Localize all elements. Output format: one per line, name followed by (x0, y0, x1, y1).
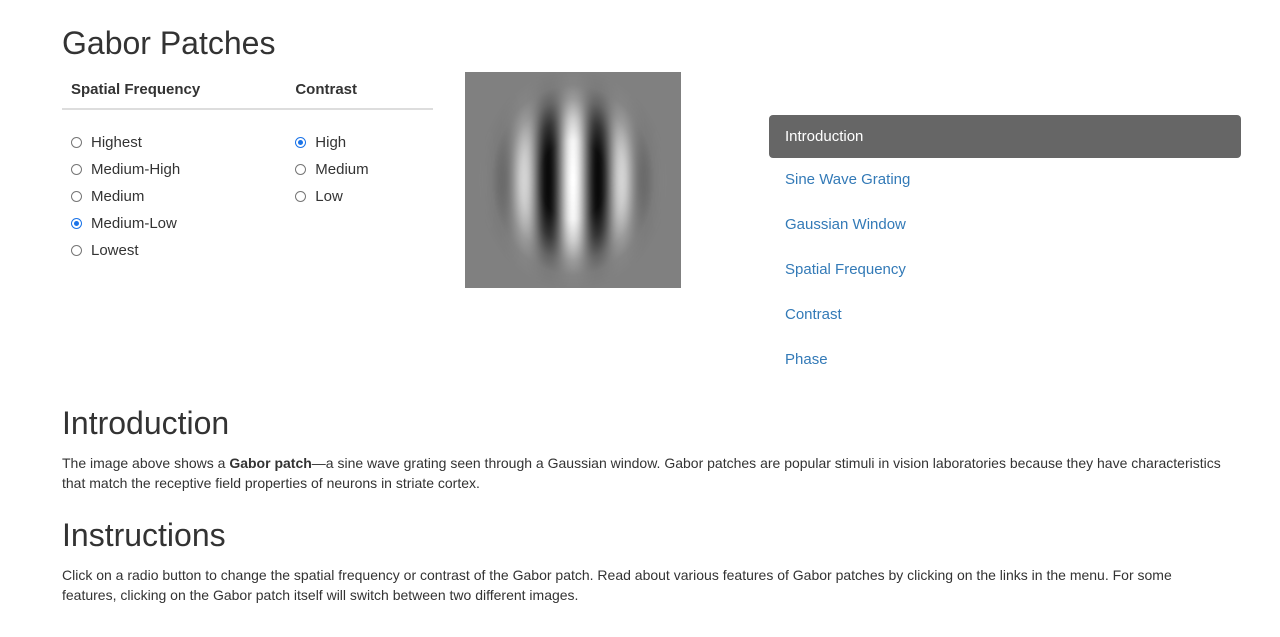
menu-item-phase[interactable]: Phase (785, 351, 828, 368)
spatial-frequency-header: Spatial Frequency (71, 81, 201, 98)
radio-sf-highest[interactable] (71, 129, 295, 156)
radio-label: Highest (91, 134, 142, 151)
introduction-text-start: The image above shows a (62, 455, 230, 471)
radio-contrast-medium[interactable] (295, 156, 433, 183)
radio-button[interactable] (71, 164, 82, 175)
gabor-patch-image[interactable] (465, 72, 681, 288)
radio-sf-lowest[interactable] (71, 237, 295, 264)
radio-label: Low (315, 188, 343, 205)
menu-item-gaussian-window[interactable]: Gaussian Window (785, 216, 906, 233)
controls-table (62, 78, 433, 264)
spatial-frequency-options (62, 129, 295, 264)
radio-sf-medium-low[interactable] (71, 210, 295, 237)
menu-item-sine-wave-grating[interactable]: Sine Wave Grating (785, 171, 911, 188)
side-menu (769, 115, 1241, 383)
contrast-header: Contrast (295, 81, 358, 98)
controls-table-header (62, 78, 433, 110)
menu-item-introduction[interactable]: Introduction (769, 115, 1241, 158)
radio-label: Medium (91, 188, 145, 205)
page-title: Gabor Patches (62, 25, 276, 61)
radio-button[interactable] (71, 245, 82, 256)
instructions-heading: Instructions (62, 517, 226, 553)
radio-button[interactable] (71, 191, 82, 202)
instructions-text: Click on a radio button to change the spatial frequency or contrast of the Gabor patch. Read about various features of Gabor patches by clicking on the links in the menu. For some features, clicking on the Gabor patch itself will switch between two different images. (62, 567, 1172, 603)
introduction-text (62, 453, 1222, 493)
radio-button-selected[interactable] (71, 218, 82, 229)
gabor-grating (465, 72, 681, 288)
contrast-options (295, 129, 433, 264)
radio-label: Lowest (91, 242, 139, 259)
radio-contrast-low[interactable] (295, 183, 433, 210)
menu-item-contrast[interactable]: Contrast (785, 306, 842, 323)
introduction-heading: Introduction (62, 405, 230, 441)
radio-label: Medium-Low (91, 215, 177, 232)
radio-button[interactable] (295, 164, 306, 175)
radio-label: High (315, 134, 347, 151)
radio-label: Medium (315, 161, 369, 178)
radio-label: Medium-High (91, 161, 181, 178)
radio-button[interactable] (295, 191, 306, 202)
radio-sf-medium-high[interactable] (71, 156, 295, 183)
radio-sf-medium[interactable] (71, 183, 295, 210)
radio-button-selected[interactable] (295, 137, 306, 148)
gabor-patch-term: Gabor patch (229, 455, 312, 471)
introduction-text-end: —a sine wave grating seen through a Gaussian window. Gabor patches are popular stimuli in vision laboratories because they have characteristics that match the receptive field properties of neurons in striate cortex. (62, 455, 1221, 491)
radio-contrast-high[interactable] (295, 129, 433, 156)
menu-item-spatial-frequency[interactable]: Spatial Frequency (785, 261, 906, 278)
radio-button[interactable] (71, 137, 82, 148)
